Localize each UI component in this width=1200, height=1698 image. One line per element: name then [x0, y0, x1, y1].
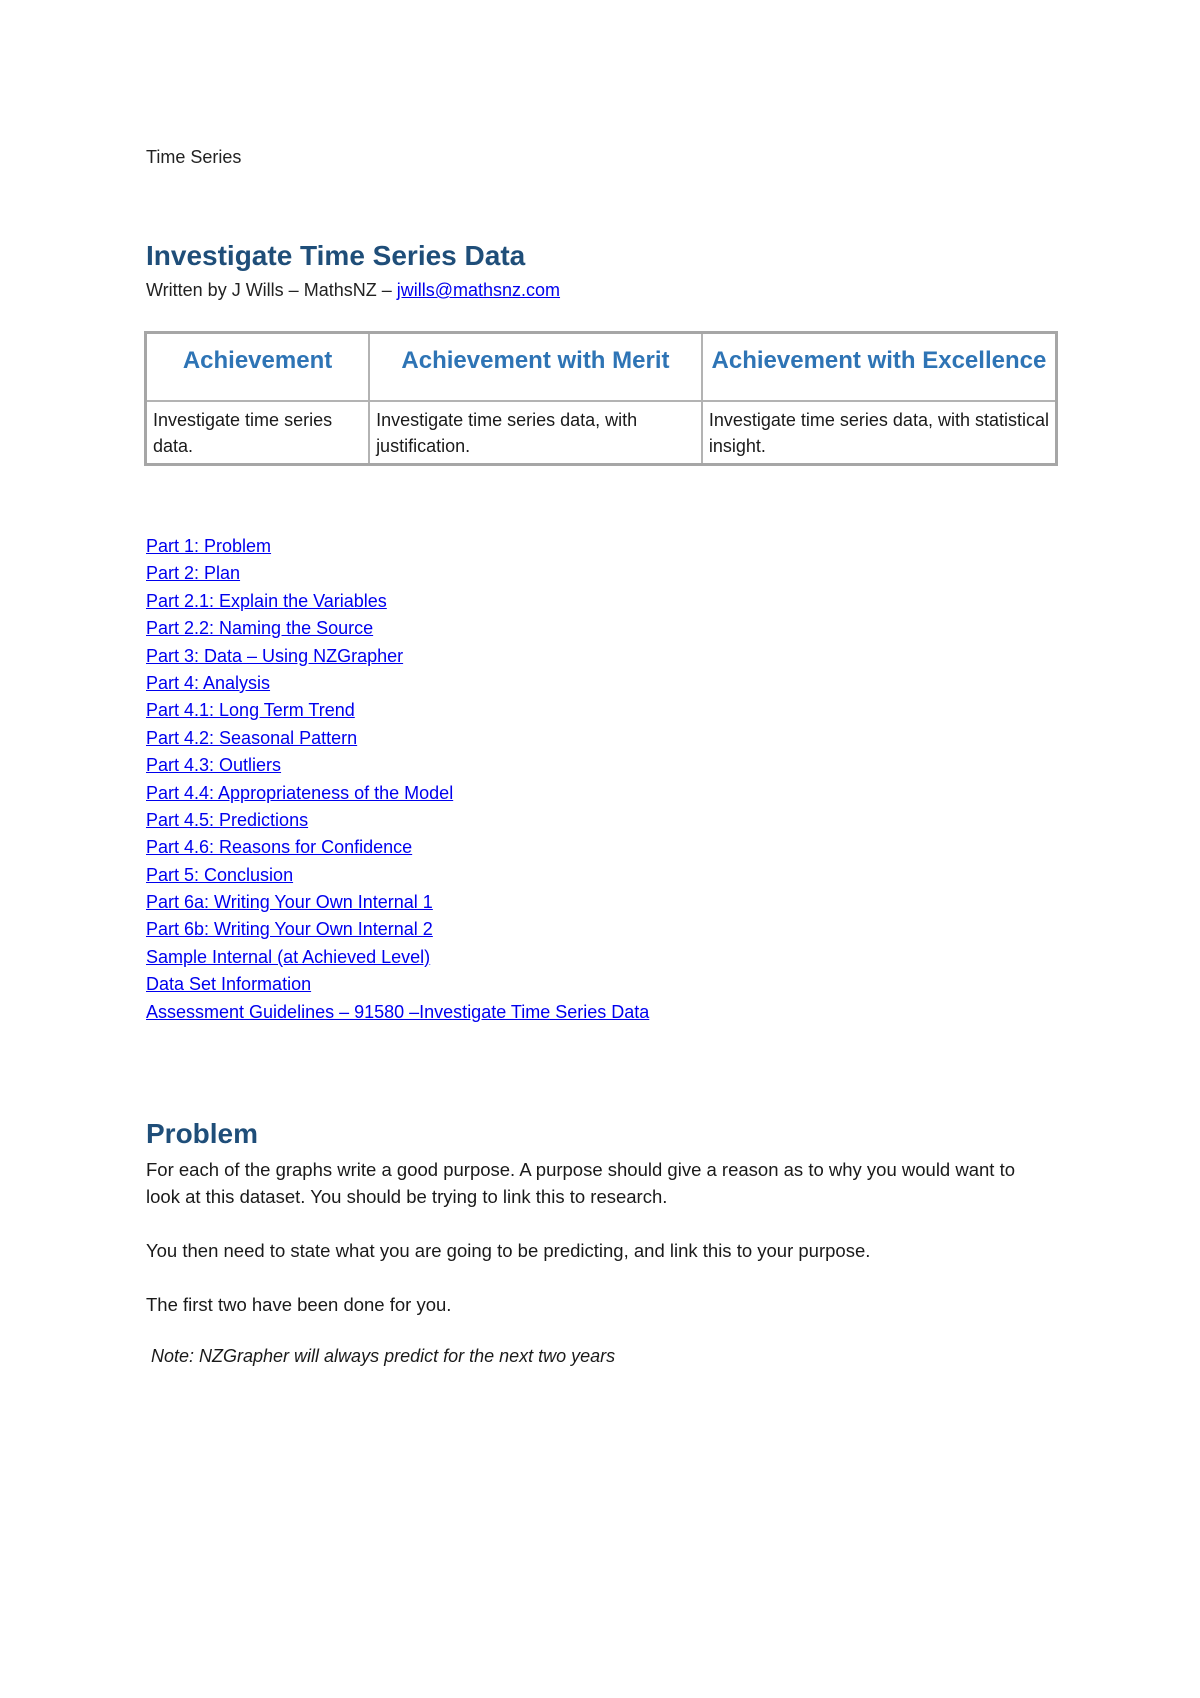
toc-item [146, 643, 649, 670]
problem-note: Note: NZGrapher will always predict for the next two years [151, 1346, 616, 1366]
toc-item [146, 999, 649, 1026]
toc-link-part-6a[interactable]: Part 6a: Writing Your Own Internal 1 [146, 892, 433, 913]
cell-excellence: Investigate time series data, with statistical insight. [702, 401, 1057, 465]
toc-link-part-1[interactable]: Part 1: Problem [146, 536, 272, 556]
toc-link-part-4[interactable]: Part 4: Analysis [146, 672, 271, 693]
cell-merit: Investigate time series data, with justification. [369, 401, 702, 465]
toc-item [146, 697, 649, 724]
toc-link-data-set-info[interactable]: Data Set Information [146, 974, 312, 995]
problem-paragraph-2: You then need to state what you are going to be predicting, and link this to your purpose. [146, 1240, 871, 1261]
toc-item [146, 752, 649, 779]
email-link[interactable]: jwills@mathsnz.com [396, 280, 561, 300]
header-achievement: Achievement [146, 333, 370, 401]
toc-item [146, 807, 649, 834]
toc-link-part-3[interactable]: Part 3: Data – Using NZGrapher [146, 645, 404, 666]
toc-item [146, 725, 649, 752]
toc-item [146, 944, 649, 971]
running-header: Time Series [146, 147, 242, 167]
toc-link-part-4-3[interactable]: Part 4.3: Outliers [146, 755, 282, 776]
toc-link-part-2-2[interactable]: Part 2.2: Naming the Source [146, 618, 374, 639]
document-title: Investigate Time Series Data [146, 240, 526, 271]
cell-achievement: Investigate time series data. [146, 401, 370, 465]
problem-paragraph-3: The first two have been done for you. [146, 1294, 452, 1315]
toc-link-part-4-2[interactable]: Part 4.2: Seasonal Pattern [146, 727, 358, 748]
toc-link-part-5[interactable]: Part 5: Conclusion [146, 864, 294, 885]
toc-item [146, 588, 649, 615]
problem-heading: Problem [146, 1118, 259, 1149]
toc-item [146, 971, 649, 998]
toc-link-part-4-6[interactable]: Part 4.6: Reasons for Confidence [146, 837, 413, 858]
header-excellence: Achievement with Excellence [702, 333, 1057, 401]
table-header-row [146, 333, 1057, 401]
table-row [146, 401, 1057, 465]
table-of-contents [146, 533, 649, 1026]
toc-link-part-2-1[interactable]: Part 2.1: Explain the Variables [146, 590, 387, 611]
toc-link-sample-internal[interactable]: Sample Internal (at Achieved Level) [146, 946, 431, 967]
toc-item [146, 560, 649, 587]
toc-item [146, 615, 649, 642]
toc-item [146, 889, 649, 916]
toc-link-part-4-1[interactable]: Part 4.1: Long Term Trend [146, 700, 355, 721]
toc-link-part-4-4[interactable]: Part 4.4: Appropriateness of the Model [146, 782, 454, 803]
toc-link-part-6b[interactable]: Part 6b: Writing Your Own Internal 2 [146, 919, 433, 940]
toc-item [146, 780, 649, 807]
toc-item [146, 670, 649, 697]
standards-table [144, 331, 1058, 466]
toc-item [146, 533, 649, 560]
toc-link-part-2[interactable]: Part 2: Plan [146, 563, 241, 584]
toc-item [146, 916, 649, 943]
problem-paragraph-1: For each of the graphs write a good purpose. A purpose should give a reason as to why you would want to look at this dataset. You should be trying to link this to research. [146, 1159, 1016, 1207]
byline-text: Written by J Wills – MathsNZ – [146, 280, 397, 300]
toc-link-assessment-guidelines[interactable]: Assessment Guidelines – 91580 –Investigate Time Series Data [146, 1001, 650, 1022]
byline [146, 280, 560, 301]
header-merit: Achievement with Merit [369, 333, 702, 401]
toc-link-part-4-5[interactable]: Part 4.5: Predictions [146, 809, 309, 830]
toc-item [146, 862, 649, 889]
toc-item [146, 834, 649, 861]
